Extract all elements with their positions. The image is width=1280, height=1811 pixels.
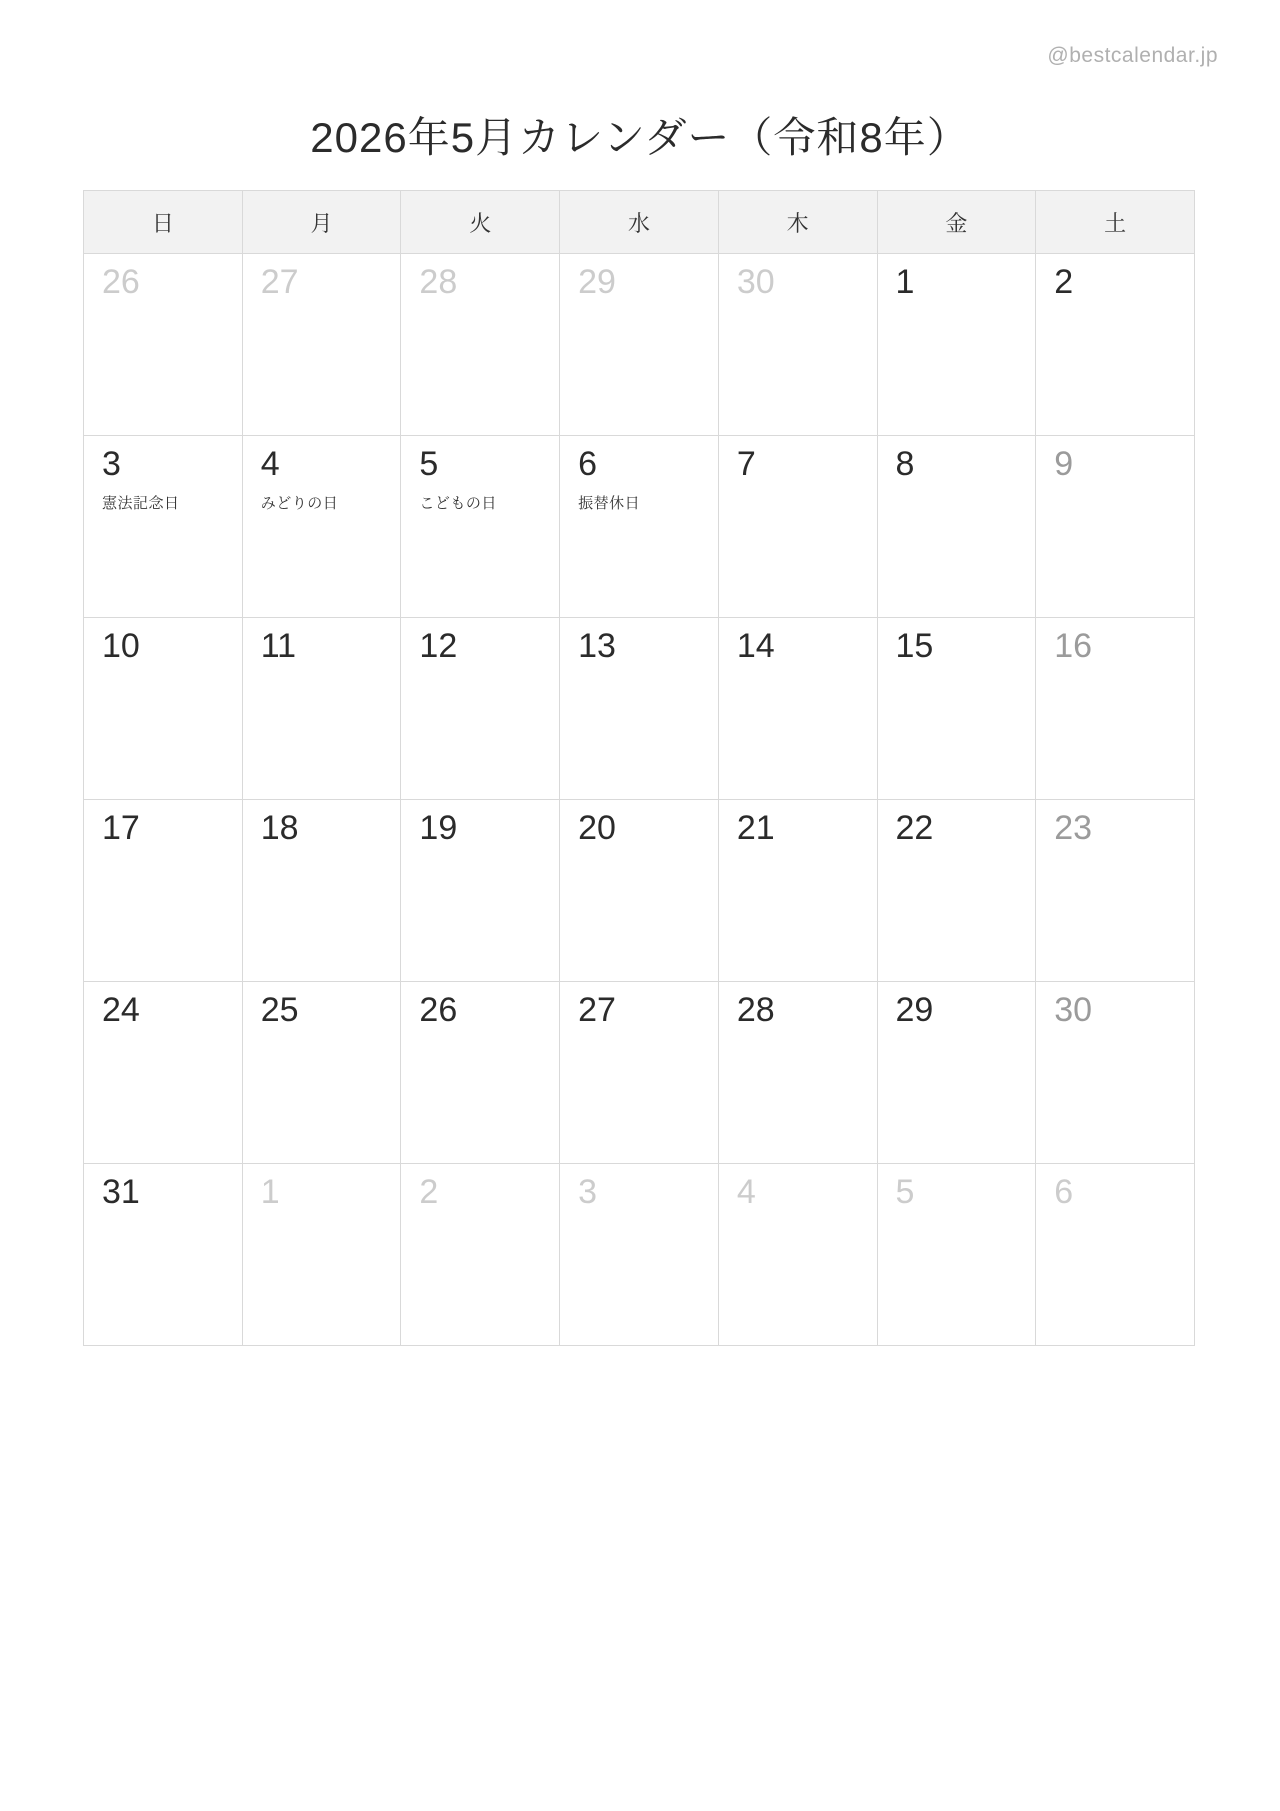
day-number: 28 (736, 991, 775, 1029)
calendar-day-cell[interactable] (877, 800, 1036, 982)
calendar-day-cell[interactable] (401, 1164, 560, 1346)
day-number: 3 (578, 1173, 598, 1211)
day-number: 6 (578, 445, 598, 483)
month-calendar (83, 190, 1195, 1346)
day-number: 14 (736, 627, 775, 665)
site-watermark: @bestcalendar.jp (1047, 44, 1218, 67)
calendar-week-row (84, 800, 1195, 982)
day-number: 15 (895, 627, 934, 665)
calendar-week-row (84, 618, 1195, 800)
day-number: 1 (895, 263, 915, 301)
day-number: 29 (578, 263, 616, 301)
day-number: 19 (419, 809, 458, 847)
calendar-day-cell[interactable] (877, 618, 1036, 800)
day-number: 3 (102, 445, 121, 483)
calendar-week-row (84, 436, 1195, 618)
calendar-day-cell[interactable] (242, 618, 401, 800)
day-number: 20 (578, 809, 616, 847)
calendar-day-cell[interactable] (1036, 618, 1195, 800)
day-number: 27 (578, 991, 616, 1029)
calendar-day-cell[interactable] (84, 1164, 243, 1346)
page-title: 2026年5月カレンダー（令和8年） (310, 114, 970, 161)
calendar-day-cell[interactable] (1036, 1164, 1195, 1346)
weekday-header-sun: 日 (84, 191, 243, 254)
weekday-header-thu: 木 (718, 191, 877, 254)
day-number: 21 (736, 809, 775, 847)
calendar-header (84, 191, 1195, 254)
day-number: 1 (260, 1173, 280, 1211)
holiday-label: 憲法記念日 (102, 495, 180, 513)
holiday-label: 振替休日 (578, 495, 641, 513)
calendar-day-cell[interactable] (877, 436, 1036, 618)
calendar-day-cell[interactable] (84, 436, 243, 618)
day-number: 27 (260, 263, 299, 301)
day-number: 31 (102, 1173, 140, 1211)
day-number: 2 (1054, 263, 1074, 301)
calendar-day-cell[interactable] (401, 254, 560, 436)
calendar-week-row (84, 254, 1195, 436)
calendar-day-cell[interactable] (401, 618, 560, 800)
weekday-header-tue: 火 (401, 191, 560, 254)
calendar-day-cell[interactable] (877, 254, 1036, 436)
calendar-day-cell[interactable] (242, 1164, 401, 1346)
day-number: 24 (102, 991, 140, 1029)
calendar-week-row (84, 982, 1195, 1164)
calendar-day-cell[interactable] (560, 800, 719, 982)
day-number: 4 (736, 1173, 756, 1211)
calendar-week-row (84, 1164, 1195, 1346)
calendar-day-cell[interactable] (560, 254, 719, 436)
calendar-day-cell[interactable] (242, 436, 401, 618)
calendar-day-cell[interactable] (242, 982, 401, 1164)
day-number: 23 (1054, 809, 1093, 847)
calendar-day-cell[interactable] (84, 618, 243, 800)
day-number: 5 (419, 445, 439, 483)
holiday-label: こどもの日 (419, 495, 497, 513)
holiday-label: みどりの日 (260, 495, 339, 513)
day-number: 26 (102, 263, 140, 301)
day-number: 18 (260, 809, 299, 847)
day-number: 8 (895, 445, 915, 483)
day-number: 26 (419, 991, 458, 1029)
day-number: 9 (1054, 445, 1074, 483)
weekday-header-wed: 水 (560, 191, 719, 254)
day-number: 7 (736, 445, 756, 483)
day-number: 25 (260, 991, 299, 1029)
calendar-day-cell[interactable] (560, 1164, 719, 1346)
calendar-day-cell[interactable] (718, 982, 877, 1164)
day-number: 4 (260, 445, 280, 483)
day-number: 11 (260, 627, 296, 665)
weekday-header-mon: 月 (242, 191, 401, 254)
calendar-day-cell[interactable] (560, 982, 719, 1164)
calendar-day-cell[interactable] (84, 800, 243, 982)
calendar-day-cell[interactable] (1036, 982, 1195, 1164)
calendar-day-cell[interactable] (718, 436, 877, 618)
day-number: 17 (102, 809, 140, 847)
calendar-day-cell[interactable] (401, 800, 560, 982)
day-number: 13 (578, 627, 616, 665)
weekday-header-fri: 金 (877, 191, 1036, 254)
calendar-day-cell[interactable] (560, 618, 719, 800)
day-number: 12 (419, 627, 458, 665)
calendar-day-cell[interactable] (718, 800, 877, 982)
day-number: 22 (895, 809, 934, 847)
day-number: 16 (1054, 627, 1093, 665)
calendar-day-cell[interactable] (560, 436, 719, 618)
calendar-day-cell[interactable] (242, 800, 401, 982)
day-number: 28 (419, 263, 458, 301)
calendar-body (84, 254, 1195, 1346)
weekday-header-sat: 土 (1036, 191, 1195, 254)
calendar-day-cell[interactable] (401, 982, 560, 1164)
calendar-day-cell[interactable] (877, 982, 1036, 1164)
day-number: 30 (1054, 991, 1093, 1029)
calendar-day-cell[interactable] (718, 1164, 877, 1346)
calendar-day-cell[interactable] (84, 982, 243, 1164)
calendar-day-cell[interactable] (718, 254, 877, 436)
day-number: 5 (895, 1173, 915, 1211)
calendar-day-cell[interactable] (1036, 436, 1195, 618)
day-number: 10 (102, 627, 140, 665)
calendar-day-cell[interactable] (242, 254, 401, 436)
calendar-day-cell[interactable] (877, 1164, 1036, 1346)
day-number: 29 (895, 991, 934, 1029)
day-number: 6 (1054, 1173, 1074, 1211)
weekday-header-row (84, 191, 1195, 254)
calendar-day-cell[interactable] (718, 618, 877, 800)
calendar-day-cell[interactable] (1036, 254, 1195, 436)
calendar-day-cell[interactable] (401, 436, 560, 618)
day-number: 30 (736, 263, 775, 301)
calendar-day-cell[interactable] (1036, 800, 1195, 982)
calendar-day-cell[interactable] (84, 254, 243, 436)
day-number: 2 (419, 1173, 439, 1211)
